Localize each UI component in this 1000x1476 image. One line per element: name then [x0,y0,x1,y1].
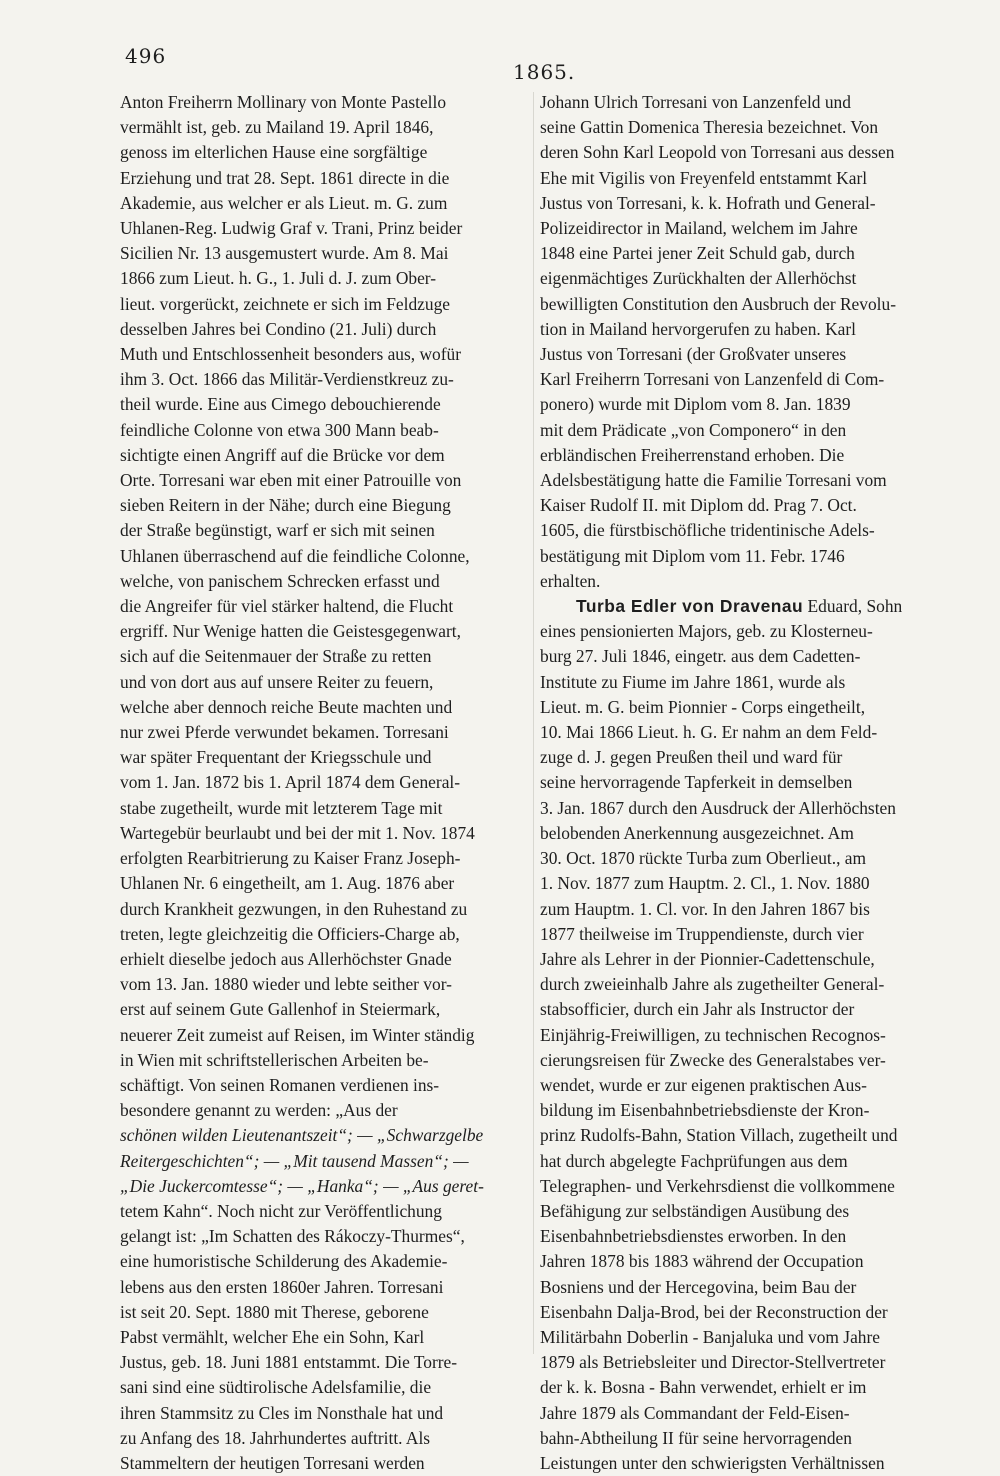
text-line: Eisenbahn Dalja-Brod, bei der Reconstruction der [540,1301,888,1322]
text-line: 1877 theilweise im Truppendienste, durch vier [540,923,864,944]
text-line: Kaiser Rudolf II. mit Diplom dd. Prag 7. Oct. [540,495,857,516]
text-line: Uhlanen-Reg. Ludwig Graf v. Trani, Prinz beider [120,218,463,239]
text-line: Ehe mit Vigilis von Freyenfeld entstammt Karl [540,167,868,188]
text-line: erst auf seinem Gute Gallenhof in Steiermark, [120,999,441,1020]
text-line: Anton Freiherrn Mollinary von Monte Pastello [120,92,447,112]
entry-heading-line [540,594,950,619]
text-line: ergriff. Nur Wenige hatten die Geistesgegenwart, [120,621,461,642]
text-line: Akademie, aus welcher er als Lieut. m. G. zum [120,192,448,213]
text-line: besondere genannt zu werden: „Aus der [120,1100,398,1121]
text-line: stabsofficier, durch ein Jahr als Instructor der [540,999,855,1020]
text-line: welche, von panischem Schrecken erfasst und [120,570,440,591]
text-line: erhalten. [540,570,601,591]
text-line: erbländischen Freiherrenstand erhoben. Die [540,444,845,465]
text-line: ponero) wurde mit Diplom vom 8. Jan. 1839 [540,394,851,415]
text-line: Einjährig-Freiwilligen, zu technischen Recognos- [540,1024,886,1045]
text-line: nur zwei Pferde verwundet bekamen. Torresani [120,722,449,743]
text-line: stabe zugetheilt, wurde mit letzterem Tage mit [120,797,443,818]
page-number: 496 [125,44,167,68]
text-line: ihren Stammsitz zu Cles im Nonsthale hat und [120,1402,444,1423]
text-line: neuerer Zeit zumeist auf Reisen, im Winter ständig [120,1024,475,1045]
text-line: Lieut. m. G. beim Pionnier - Corps eingetheilt, [540,696,866,717]
text-line: deren Sohn Karl Leopold von Torresani aus dessen [540,142,895,163]
text-line: feindliche Colonne von etwa 300 Mann beab- [120,419,439,440]
text-line: belobenden Anerkennung ausgezeichnet. Am [540,822,854,843]
text-line: Jahren 1878 bis 1883 während der Occupation [540,1251,864,1272]
text-line: 10. Mai 1866 Lieut. h. G. Er nahm an dem Feld- [540,722,878,743]
text-line: vermählt ist, geb. zu Mailand 19. April 1846, [120,117,434,138]
text-line: seine hervorragende Tapferkeit in demselben [540,772,853,793]
text-line: Uhlanen Nr. 6 eingetheilt, am 1. Aug. 1876 aber [120,873,455,894]
text-line: Bosniens und der Hercegovina, beim Bau der [540,1276,857,1297]
text-line: Muth und Entschlossenheit besonders aus, wofür [120,344,462,365]
text-line: bestätigung mit Diplom vom 11. Febr. 1746 [540,545,845,566]
text-line: mit dem Prädicate „von Componero“ in den [540,419,847,440]
text-line: in Wien mit schriftstellerischen Arbeiten be- [120,1049,429,1070]
text-line: zu Anfang des 18. Jahrhundertes auftritt. Als [120,1427,431,1448]
text-line: Reitergeschichten“; — „Mit tausend Massen“; — [120,1150,469,1171]
text-line: 3. Jan. 1867 durch den Ausdruck der Allerhöchsten [540,797,896,818]
text-line: theil wurde. Eine aus Cimego debouchierende [120,394,441,415]
text-line: eigenmächtiges Zurückhalten der Allerhöchst [540,268,857,289]
page-year: 1865. [513,60,576,84]
text-line: und von dort aus auf unsere Reiter zu feuern, [120,671,434,692]
text-line: durch Krankheit gezwungen, in den Ruhestand zu [120,898,468,919]
text-line: 1605, die fürstbischöfliche tridentinische Adels- [540,520,875,541]
text-line: Wartegebür beurlaubt und bei der mit 1. Nov. 1874 [120,822,475,843]
text-line: Institute zu Fiume im Jahre 1861, wurde als [540,671,846,692]
text-line: welche aber dennoch reiche Beute machten und [120,696,453,717]
text-line: vom 13. Jan. 1880 wieder und lebte seither vor- [120,974,452,995]
text-line: 1879 als Betriebsleiter und Director-Stellvertreter [540,1352,886,1373]
text-line: Jahre als Lehrer in der Pionnier-Cadettenschule, [540,948,875,969]
text-line: sichtigte einen Angriff auf die Brücke vor dem [120,444,445,465]
text-line: Orte. Torresani war eben mit einer Patrouille von [120,470,462,491]
text-line: genoss im elterlichen Hause eine sorgfältige [120,142,428,163]
text-line: Justus von Torresani (der Großvater unseres [540,344,847,365]
text-line: „Die Juckercomtesse“; — „Hanka“; — „Aus geret- [120,1175,484,1196]
text-line: treten, legte gleichzeitig die Officiers-Charge ab, [120,923,460,944]
text-line: zuge d. J. gegen Preußen theil und ward für [540,747,843,768]
text-line: 1866 zum Lieut. h. G., 1. Juli d. J. zum Ober- [120,268,437,289]
text-line: Sicilien Nr. 13 ausgemustert wurde. Am 8. Mai [120,243,449,264]
text-line: Leistungen unter den schwierigsten Verhältnissen [540,1452,885,1473]
text-line: war später Frequentant der Kriegsschule und [120,747,432,768]
column-divider [533,92,534,1354]
text-line: lieut. vorgerückt, zeichnete er sich im Feldzuge [120,293,450,314]
text-line: 1. Nov. 1877 zum Hauptm. 2. Cl., 1. Nov. 1880 [540,873,870,894]
text-line: desselben Jahres bei Condino (21. Juli) durch [120,318,437,339]
text-line: bahn-Abtheilung II für seine hervorragenden [540,1427,852,1448]
text-line: seine Gattin Domenica Theresia bezeichnet. Von [540,117,879,138]
text-line: sich auf die Seitenmauer der Straße zu retten [120,646,432,667]
text-line: die Angreifer für viel stärker haltend, die Flucht [120,596,454,617]
text-line: Erziehung und trat 28. Sept. 1861 directe in die [120,167,450,188]
text-line: erfolgten Rearbitrierung zu Kaiser Franz Joseph- [120,848,461,869]
text-line: Justus, geb. 18. Juni 1881 entstammt. Die Torre- [120,1352,458,1373]
text-line: wendet, wurde er zur eigenen praktischen Aus- [540,1074,867,1095]
text-line: tetem Kahn“. Noch nicht zur Veröffentlichung [120,1200,442,1221]
text-line: prinz Rudolfs-Bahn, Station Villach, zugetheilt und [540,1125,898,1146]
text-line: der Straße begünstigt, warf er sich mit seinen [120,520,435,541]
text-line: eines pensionierten Majors, geb. zu Klosterneu- [540,621,873,642]
text-line: Militärbahn Doberlin - Banjaluka und vom Jahre [540,1326,881,1347]
text-line: schäftigt. Von seinen Romanen verdienen ins- [120,1074,440,1095]
text-line: 1848 eine Partei jener Zeit Schuld gab, durch [540,243,855,264]
text-line: sieben Reitern in der Nähe; durch eine Biegung [120,495,451,516]
right-column [540,90,950,1476]
text-line: gelangt ist: „Im Schatten des Rákoczy-Thurmes“, [120,1226,465,1247]
text-line: hat durch abgelegte Fachprüfungen aus dem [540,1150,848,1171]
text-line: durch zweieinhalb Jahre als zugetheilter General- [540,974,885,995]
text-line: Adelsbestätigung hatte die Familie Torresani vom [540,470,887,491]
text-line: ihm 3. Oct. 1866 das Militär-Verdienstkreuz zu- [120,369,454,390]
text-line: burg 27. Juli 1846, eingetr. aus dem Cadetten- [540,646,861,667]
text-line: 30. Oct. 1870 rückte Turba zum Oberlieut., am [540,848,867,869]
text-line: eine humoristische Schilderung des Akademie- [120,1251,448,1272]
text-line: vom 1. Jan. 1872 bis 1. April 1874 dem General- [120,772,461,793]
text-line: erhielt dieselbe jedoch aus Allerhöchster Gnade [120,948,452,969]
entry-heading: Turba Edler von Dravenau [576,596,804,617]
entry-heading-rest: Eduard, Sohn [803,596,903,617]
text-line: Jahre 1879 als Commandant der Feld-Eisen- [540,1402,850,1423]
text-line: cierungsreisen für Zwecke des Generalstabes ver- [540,1049,886,1070]
text-line: lebens aus den ersten 1860er Jahren. Torresani [120,1276,444,1297]
text-line: Pabst vermählt, welcher Ehe ein Sohn, Karl [120,1326,425,1347]
text-line: Telegraphen- und Verkehrsdienst die vollkommene [540,1175,895,1196]
text-line: zum Hauptm. 1. Cl. vor. In den Jahren 1867 bis [540,898,870,919]
text-line: ist seit 20. Sept. 1880 mit Therese, geborene [120,1301,429,1322]
text-line: bildung im Eisenbahnbetriebsdienste der Kron- [540,1100,870,1121]
text-line: Uhlanen überraschend auf die feindliche Colonne, [120,545,470,566]
text-line: Justus von Torresani, k. k. Hofrath und General- [540,192,876,213]
text-line: Befähigung zur selbständigen Ausübung des [540,1200,850,1221]
text-line: sani sind eine südtirolische Adelsfamilie, die [120,1377,432,1398]
text-line: Karl Freiherrn Torresani von Lanzenfeld di Com- [540,369,885,390]
text-line: Eisenbahnbetriebsdienstes erworben. In den [540,1226,847,1247]
text-line: Stammeltern der heutigen Torresani werden [120,1452,425,1473]
left-column [120,90,530,1476]
text-line: der k. k. Bosna - Bahn verwendet, erhielt er im [540,1377,867,1398]
text-line: tion in Mailand hervorgerufen zu haben. Karl [540,318,856,339]
text-line: Johann Ulrich Torresani von Lanzenfeld und [540,92,851,112]
text-line: schönen wilden Lieutenantszeit“; — „Schwarzgelbe [120,1125,484,1146]
text-line: Polizeidirector in Mailand, welchem im Jahre [540,218,858,239]
text-line: bewilligten Constitution den Ausbruch der Revolu- [540,293,896,314]
